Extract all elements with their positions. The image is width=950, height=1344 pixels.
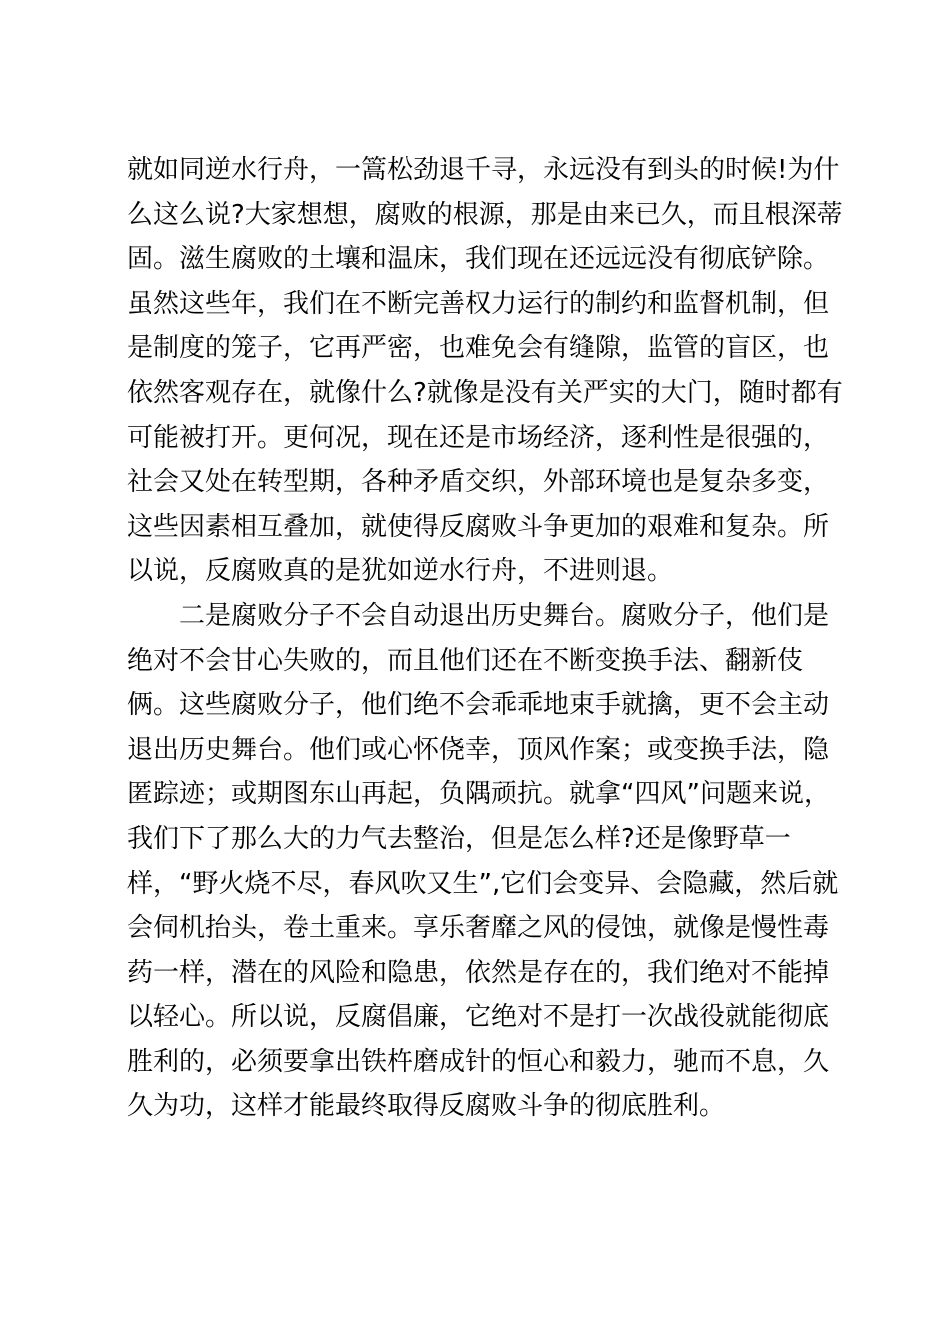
- text-line: 社会又处在转型期，各种矛盾交织，外部环境也是复杂多变，: [127, 467, 830, 498]
- text-line: 以说，反腐败真的是犹如逆水行舟，不进则退。: [127, 556, 674, 587]
- text-line: 药一样，潜在的风险和隐患，依然是存在的，我们绝对不能掉: [127, 957, 830, 988]
- text-line: 是制度的笼子，它再严密，也难免会有缝隙，监管的盲区，也: [127, 333, 830, 364]
- document-body: [127, 148, 843, 1129]
- text-line: 虽然这些年，我们在不断完善权力运行的制约和监督机制，但: [127, 288, 830, 319]
- text-line: 可能被打开。更何况，现在还是市场经济，逐利性是很强的，: [127, 422, 830, 453]
- text-line: 这些因素相互叠加，就使得反腐败斗争更加的艰难和复杂。所: [127, 511, 830, 542]
- text-line: 么这么说?大家想想，腐败的根源，那是由来已久，而且根深蒂: [127, 199, 843, 230]
- text-line: 胜利的，必须要拿出铁杵磨成针的恒心和毅力，驰而不息，久: [127, 1046, 830, 1077]
- text-line: 匿踪迹；或期图东山再起，负隅顽抗。就拿“四风”问题来说，: [127, 779, 830, 810]
- text-line: 久为功，这样才能最终取得反腐败斗争的彻底胜利。: [127, 1091, 726, 1122]
- text-line: 依然客观存在，就像什么?就像是没有关严实的大门，随时都有: [127, 377, 843, 408]
- paragraph-2: [127, 594, 839, 1129]
- text-line: 绝对不会甘心失败的，而且他们还在不断变换手法、翻新伎: [127, 645, 804, 676]
- text-line: 固。滋生腐败的土壤和温床，我们现在还远远没有彻底铲除。: [127, 244, 830, 275]
- text-line: 俩。这些腐败分子，他们绝不会乖乖地束手就擒，更不会主动: [127, 690, 830, 721]
- text-line: 以轻心。所以说，反腐倡廉，它绝对不是打一次战役就能彻底: [127, 1002, 830, 1033]
- text-line: 会伺机抬头，卷土重来。享乐奢靡之风的侵蚀，就像是慢性毒: [127, 913, 830, 944]
- text-line-first: 二是腐败分子不会自动退出历史舞台。腐败分子，他们是: [179, 600, 830, 631]
- paragraph-1: [127, 148, 843, 594]
- text-line: 退出历史舞台。他们或心怀侥幸，顶风作案；或变换手法，隐: [127, 734, 830, 765]
- text-line: 样，“野火烧不尽，春风吹又生”,它们会变异、会隐藏，然后就: [127, 868, 839, 899]
- text-line: 就如同逆水行舟，一篙松劲退千寻，永远没有到头的时候!为什: [127, 155, 840, 185]
- text-line: 我们下了那么大的力气去整治，但是怎么样?还是像野草一: [127, 823, 791, 854]
